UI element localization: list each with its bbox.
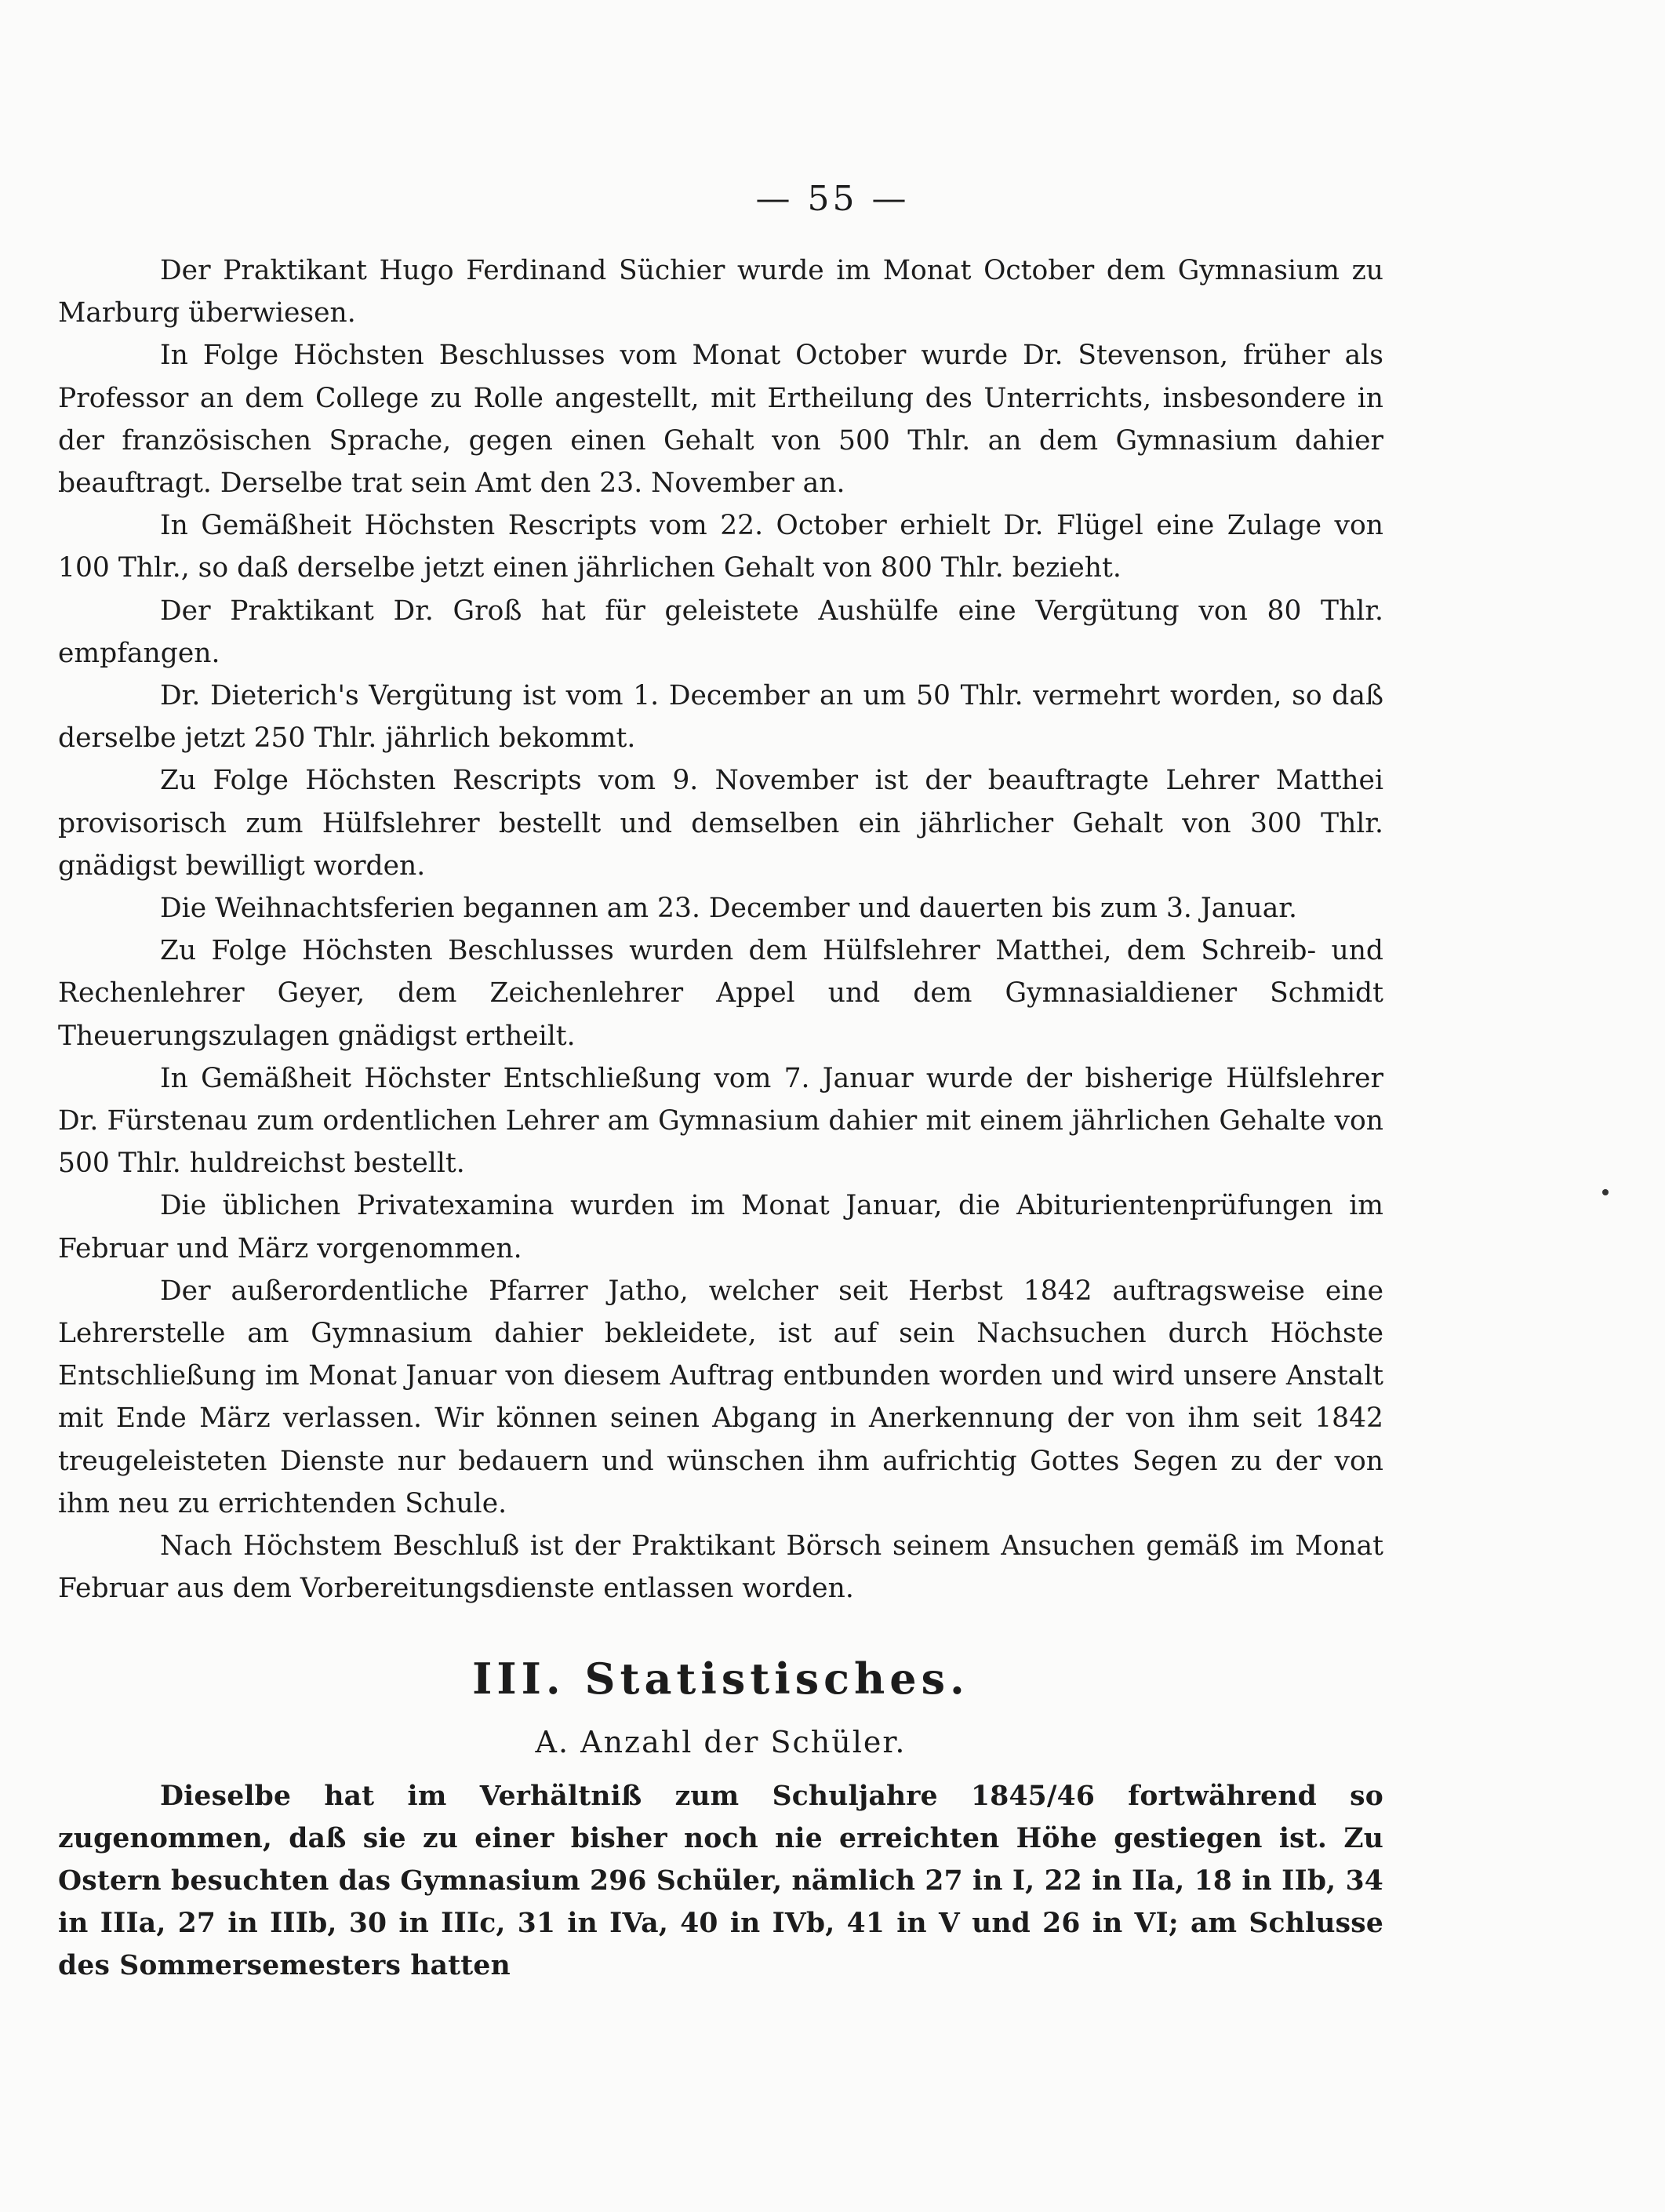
print-speck (1602, 1189, 1609, 1195)
section-heading: III. Statistisches. (472, 1653, 969, 1704)
paragraph-fluegel: In Gemäßheit Höchsten Rescripts vom 22. October erhielt Dr. Flügel eine Zulage von 100 Thlr., so daß derselbe jetzt einen jährlichen Gehalt von 800 Thlr. bezieht. (58, 510, 1383, 584)
paragraph-boersch: Nach Höchstem Beschluß ist der Praktikant Börsch seinem Ansuchen gemäß im Monat Februar aus dem Vorbereitungsdienste entlassen worden. (58, 1530, 1383, 1605)
page-body (58, 249, 1383, 1988)
paragraph-stevenson: In Folge Höchsten Beschlusses vom Monat October wurde Dr. Stevenson, früher als Professor an dem College zu Rolle angestellt, mit Ertheilung des Unterrichts, insbesondere in der französischen Sprache, gegen einen Gehalt von 500 Thlr. an dem Gymnasium dahier beauftragt. Derselbe trat sein Amt den 23. November an. (58, 340, 1383, 500)
page-number: — 55 — (755, 179, 910, 219)
paragraph-weihnachtsferien: Die Weihnachtsferien begannen am 23. December und dauerten bis zum 3. Januar. (160, 893, 1297, 925)
paragraph-dieterich: Dr. Dieterich's Vergütung ist vom 1. December an um 50 Thlr. vermehrt worden, so daß derselbe jetzt 250 Thlr. jährlich bekommt. (58, 680, 1383, 755)
section-subheading: A. Anzahl der Schüler. (535, 1724, 907, 1759)
paragraph-jatho: Der außerordentliche Pfarrer Jatho, welcher seit Herbst 1842 auftragsweise eine Lehrerstelle am Gymnasium dahier bekleidete, ist auf sein Nachsuchen durch Höchste Entschließung im Monat Januar von diesem Auftrag entbunden worden und wird unsere Anstalt mit Ende März verlassen. Wir können seinen Abgang in Anerkennung der von ihm seit 1842 treugeleisteten Dienste nur bedauern und wünschen ihm aufrichtig Gottes Segen zu der von ihm neu zu errichtenden Schule. (58, 1275, 1383, 1519)
paragraph-examina: Die üblichen Privatexamina wurden im Monat Januar, die Abiturientenprüfungen im Februar und März vorgenommen. (58, 1190, 1383, 1264)
paragraph-student-count: Dieselbe hat im Verhältniß zum Schuljahre 1845/46 fortwährend so zugenommen, daß sie zu einer bisher noch nie erreichten Höhe gestiegen ist. Zu Ostern besuchten das Gymnasium 296 Schüler, nämlich 27 in I, 22 in IIa, 18 in IIb, 34 in IIIa, 27 in IIIb, 30 in IIIc, 31 in IVa, 40 in IVb, 41 in V und 26 in VI; am Schlusse des Sommersemesters hatten (58, 1780, 1383, 1982)
paragraph-theuerungszulagen: Zu Folge Höchsten Beschlusses wurden dem Hülfslehrer Matthei, dem Schreib- und Rechenlehrer Geyer, dem Zeichenlehrer Appel und dem Gymnasialdiener Schmidt Theuerungszulagen gnädigst ertheilt. (58, 935, 1383, 1052)
paragraph-suechier: Der Praktikant Hugo Ferdinand Süchier wurde im Monat October dem Gymnasium zu Marburg überwiesen. (58, 255, 1383, 329)
paragraph-matthei: Zu Folge Höchsten Rescripts vom 9. November ist der beauftragte Lehrer Matthei provisorisch zum Hülfslehrer bestellt und demselben ein jährlicher Gehalt von 300 Thlr. gnädigst bewilligt worden. (58, 765, 1383, 882)
paragraph-gross: Der Praktikant Dr. Groß hat für geleistete Aushülfe eine Vergütung von 80 Thlr. empfangen. (58, 595, 1383, 669)
paragraph-fuerstenau: In Gemäßheit Höchster Entschließung vom 7. Januar wurde der bisherige Hülfslehrer Dr. Fürstenau zum ordentlichen Lehrer am Gymnasium dahier mit einem jährlichen Gehalte von 500 Thlr. huldreichst bestellt. (58, 1062, 1383, 1180)
